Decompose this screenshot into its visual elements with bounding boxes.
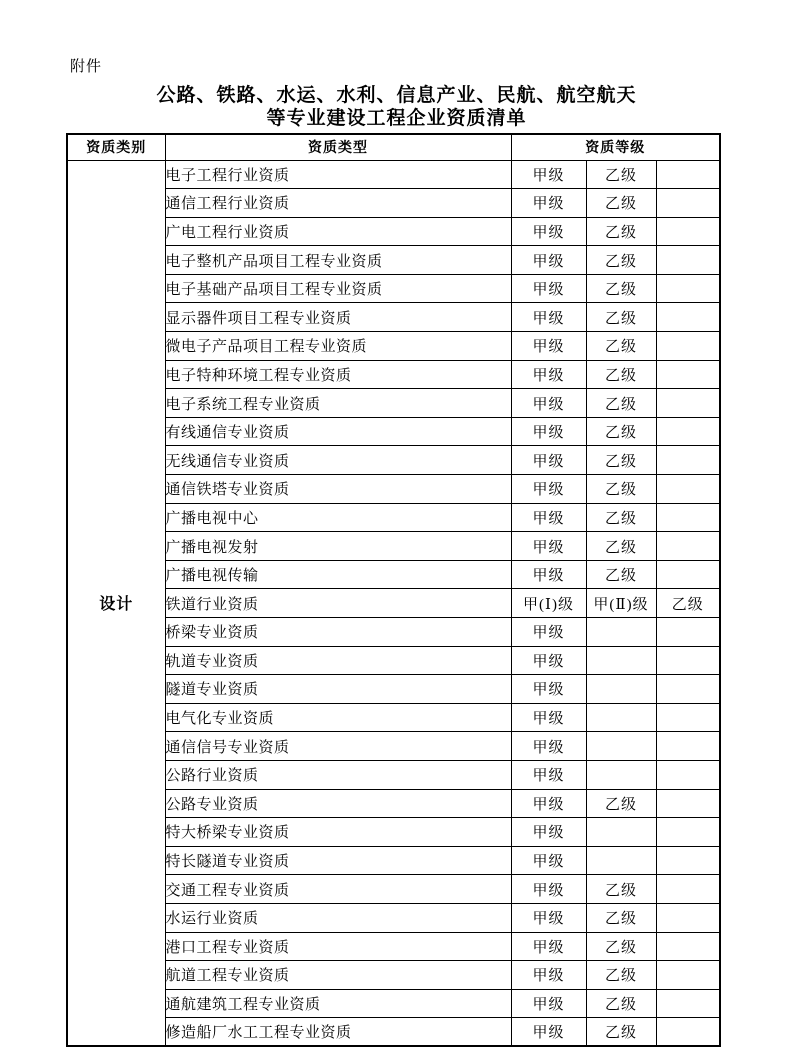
qualification-type-cell: 轨道专业资质 xyxy=(165,646,511,675)
grade-cell: 甲级 xyxy=(511,618,586,647)
qualification-type-cell: 广播电视中心 xyxy=(165,503,511,532)
grade-cell: 乙级 xyxy=(656,589,720,618)
grade-cell: 甲级 xyxy=(511,989,586,1018)
grade-cell xyxy=(586,675,656,704)
grade-cell xyxy=(656,789,720,818)
grade-cell xyxy=(656,875,720,904)
qualification-type-cell: 修造船厂水工工程专业资质 xyxy=(165,1018,511,1047)
table-row xyxy=(67,360,720,389)
grade-cell: 乙级 xyxy=(586,160,656,189)
grade-cell: 甲级 xyxy=(511,446,586,475)
qualification-type-cell: 港口工程专业资质 xyxy=(165,932,511,961)
table-row xyxy=(67,760,720,789)
grade-cell: 乙级 xyxy=(586,903,656,932)
qualification-type-cell: 公路行业资质 xyxy=(165,760,511,789)
grade-cell xyxy=(656,274,720,303)
grade-cell: 甲级 xyxy=(511,503,586,532)
qualification-type-cell: 特长隧道专业资质 xyxy=(165,846,511,875)
grade-cell: 甲级 xyxy=(511,703,586,732)
grade-cell xyxy=(656,675,720,704)
grade-cell xyxy=(656,1018,720,1047)
grade-cell xyxy=(656,217,720,246)
grade-cell: 乙级 xyxy=(586,332,656,361)
qualification-type-cell: 通信信号专业资质 xyxy=(165,732,511,761)
grade-cell: 甲(Ⅰ)级 xyxy=(511,589,586,618)
table-row xyxy=(67,846,720,875)
qualification-type-cell: 航道工程专业资质 xyxy=(165,961,511,990)
grade-cell: 甲级 xyxy=(511,189,586,218)
table-row xyxy=(67,446,720,475)
table-row xyxy=(67,903,720,932)
table-row xyxy=(67,503,720,532)
qualification-type-cell: 电子系统工程专业资质 xyxy=(165,389,511,418)
qualification-type-cell: 通航建筑工程专业资质 xyxy=(165,989,511,1018)
grade-cell xyxy=(656,846,720,875)
grade-cell xyxy=(656,732,720,761)
grade-cell xyxy=(656,532,720,561)
grade-cell: 甲级 xyxy=(511,303,586,332)
grade-cell xyxy=(656,903,720,932)
qualification-type-cell: 通信工程行业资质 xyxy=(165,189,511,218)
grade-cell: 甲级 xyxy=(511,675,586,704)
qualification-type-cell: 隧道专业资质 xyxy=(165,675,511,704)
grade-cell: 甲级 xyxy=(511,646,586,675)
grade-cell xyxy=(586,732,656,761)
table-row xyxy=(67,989,720,1018)
header-type: 资质类型 xyxy=(165,134,511,160)
qualification-type-cell: 无线通信专业资质 xyxy=(165,446,511,475)
category-cell: 设计 xyxy=(67,160,165,1046)
qualification-type-cell: 公路专业资质 xyxy=(165,789,511,818)
grade-cell xyxy=(586,646,656,675)
grade-cell xyxy=(656,160,720,189)
table-row xyxy=(67,475,720,504)
table-row xyxy=(67,932,720,961)
grade-cell xyxy=(656,989,720,1018)
qualification-type-cell: 显示器件项目工程专业资质 xyxy=(165,303,511,332)
grade-cell xyxy=(656,189,720,218)
grade-cell xyxy=(656,389,720,418)
grade-cell: 甲级 xyxy=(511,903,586,932)
grade-cell: 甲级 xyxy=(511,360,586,389)
table-row xyxy=(67,160,720,189)
table-row xyxy=(67,303,720,332)
table-row xyxy=(67,560,720,589)
grade-cell: 乙级 xyxy=(586,246,656,275)
table-row xyxy=(67,246,720,275)
grade-cell: 乙级 xyxy=(586,475,656,504)
table-row xyxy=(67,417,720,446)
grade-cell: 乙级 xyxy=(586,503,656,532)
qualification-type-cell: 通信铁塔专业资质 xyxy=(165,475,511,504)
grade-cell xyxy=(656,503,720,532)
grade-cell xyxy=(656,417,720,446)
grade-cell: 甲级 xyxy=(511,389,586,418)
qualification-type-cell: 电子基础产品项目工程专业资质 xyxy=(165,274,511,303)
grade-cell: 甲级 xyxy=(511,274,586,303)
grade-cell: 乙级 xyxy=(586,360,656,389)
grade-cell: 乙级 xyxy=(586,989,656,1018)
grade-cell: 乙级 xyxy=(586,446,656,475)
grade-cell: 甲级 xyxy=(511,875,586,904)
table-row xyxy=(67,332,720,361)
grade-cell: 乙级 xyxy=(586,875,656,904)
qualification-type-cell: 交通工程专业资质 xyxy=(165,875,511,904)
title-line-2: 等专业建设工程企业资质清单 xyxy=(266,107,527,129)
grade-cell xyxy=(656,303,720,332)
qualification-type-cell: 广播电视传输 xyxy=(165,560,511,589)
qualification-type-cell: 有线通信专业资质 xyxy=(165,417,511,446)
grade-cell: 乙级 xyxy=(586,789,656,818)
qualification-table xyxy=(66,133,721,1047)
qualification-type-cell: 微电子产品项目工程专业资质 xyxy=(165,332,511,361)
header-grade: 资质等级 xyxy=(511,134,720,160)
grade-cell: 乙级 xyxy=(586,532,656,561)
grade-cell: 乙级 xyxy=(586,303,656,332)
grade-cell xyxy=(586,760,656,789)
grade-cell xyxy=(656,646,720,675)
qualification-type-cell: 电子工程行业资质 xyxy=(165,160,511,189)
grade-cell: 甲级 xyxy=(511,475,586,504)
grade-cell xyxy=(656,360,720,389)
grade-cell xyxy=(656,246,720,275)
qualification-type-cell: 电子特种环境工程专业资质 xyxy=(165,360,511,389)
table-row xyxy=(67,789,720,818)
qualification-type-cell: 铁道行业资质 xyxy=(165,589,511,618)
grade-cell xyxy=(656,961,720,990)
grade-cell xyxy=(656,760,720,789)
table-row xyxy=(67,217,720,246)
table-row xyxy=(67,675,720,704)
table-row xyxy=(67,732,720,761)
grade-cell: 甲级 xyxy=(511,1018,586,1047)
title-line-1: 公路、铁路、水运、水利、信息产业、民航、航空航天 xyxy=(156,84,637,106)
qualification-table-body xyxy=(67,160,720,1046)
grade-cell xyxy=(656,932,720,961)
qualification-type-cell: 水运行业资质 xyxy=(165,903,511,932)
grade-cell: 乙级 xyxy=(586,189,656,218)
qualification-type-cell: 电子整机产品项目工程专业资质 xyxy=(165,246,511,275)
grade-cell: 甲级 xyxy=(511,532,586,561)
grade-cell: 乙级 xyxy=(586,389,656,418)
grade-cell: 甲级 xyxy=(511,246,586,275)
table-row xyxy=(67,532,720,561)
qualification-type-cell: 广电工程行业资质 xyxy=(165,217,511,246)
table-row xyxy=(67,389,720,418)
grade-cell: 甲级 xyxy=(511,846,586,875)
grade-cell: 甲级 xyxy=(511,789,586,818)
table-header-row xyxy=(67,134,720,160)
table-row xyxy=(67,1018,720,1047)
grade-cell xyxy=(656,560,720,589)
grade-cell xyxy=(656,618,720,647)
grade-cell xyxy=(586,846,656,875)
grade-cell: 乙级 xyxy=(586,417,656,446)
grade-cell xyxy=(656,332,720,361)
grade-cell xyxy=(656,818,720,847)
grade-cell: 乙级 xyxy=(586,217,656,246)
grade-cell: 乙级 xyxy=(586,932,656,961)
grade-cell: 甲级 xyxy=(511,760,586,789)
grade-cell xyxy=(586,618,656,647)
table-row xyxy=(67,703,720,732)
grade-cell: 甲级 xyxy=(511,818,586,847)
table-row xyxy=(67,818,720,847)
table-row xyxy=(67,618,720,647)
grade-cell xyxy=(656,475,720,504)
grade-cell: 甲级 xyxy=(511,961,586,990)
grade-cell: 乙级 xyxy=(586,961,656,990)
grade-cell xyxy=(656,703,720,732)
grade-cell xyxy=(656,446,720,475)
table-row xyxy=(67,189,720,218)
qualification-type-cell: 广播电视发射 xyxy=(165,532,511,561)
grade-cell: 甲级 xyxy=(511,332,586,361)
grade-cell: 甲级 xyxy=(511,217,586,246)
grade-cell: 甲级 xyxy=(511,160,586,189)
qualification-type-cell: 特大桥梁专业资质 xyxy=(165,818,511,847)
qualification-type-cell: 桥梁专业资质 xyxy=(165,618,511,647)
header-category: 资质类别 xyxy=(67,134,165,160)
attachment-label: 附件 xyxy=(70,59,103,75)
grade-cell: 乙级 xyxy=(586,560,656,589)
qualification-type-cell: 电气化专业资质 xyxy=(165,703,511,732)
grade-cell: 甲级 xyxy=(511,932,586,961)
table-row xyxy=(67,961,720,990)
table-row xyxy=(67,875,720,904)
grade-cell xyxy=(586,818,656,847)
grade-cell: 甲级 xyxy=(511,560,586,589)
document-title xyxy=(0,84,793,130)
grade-cell: 乙级 xyxy=(586,1018,656,1047)
table-row xyxy=(67,646,720,675)
table-row xyxy=(67,274,720,303)
grade-cell xyxy=(586,703,656,732)
grade-cell: 甲(Ⅱ)级 xyxy=(586,589,656,618)
grade-cell: 甲级 xyxy=(511,417,586,446)
grade-cell: 甲级 xyxy=(511,732,586,761)
table-row xyxy=(67,589,720,618)
grade-cell: 乙级 xyxy=(586,274,656,303)
